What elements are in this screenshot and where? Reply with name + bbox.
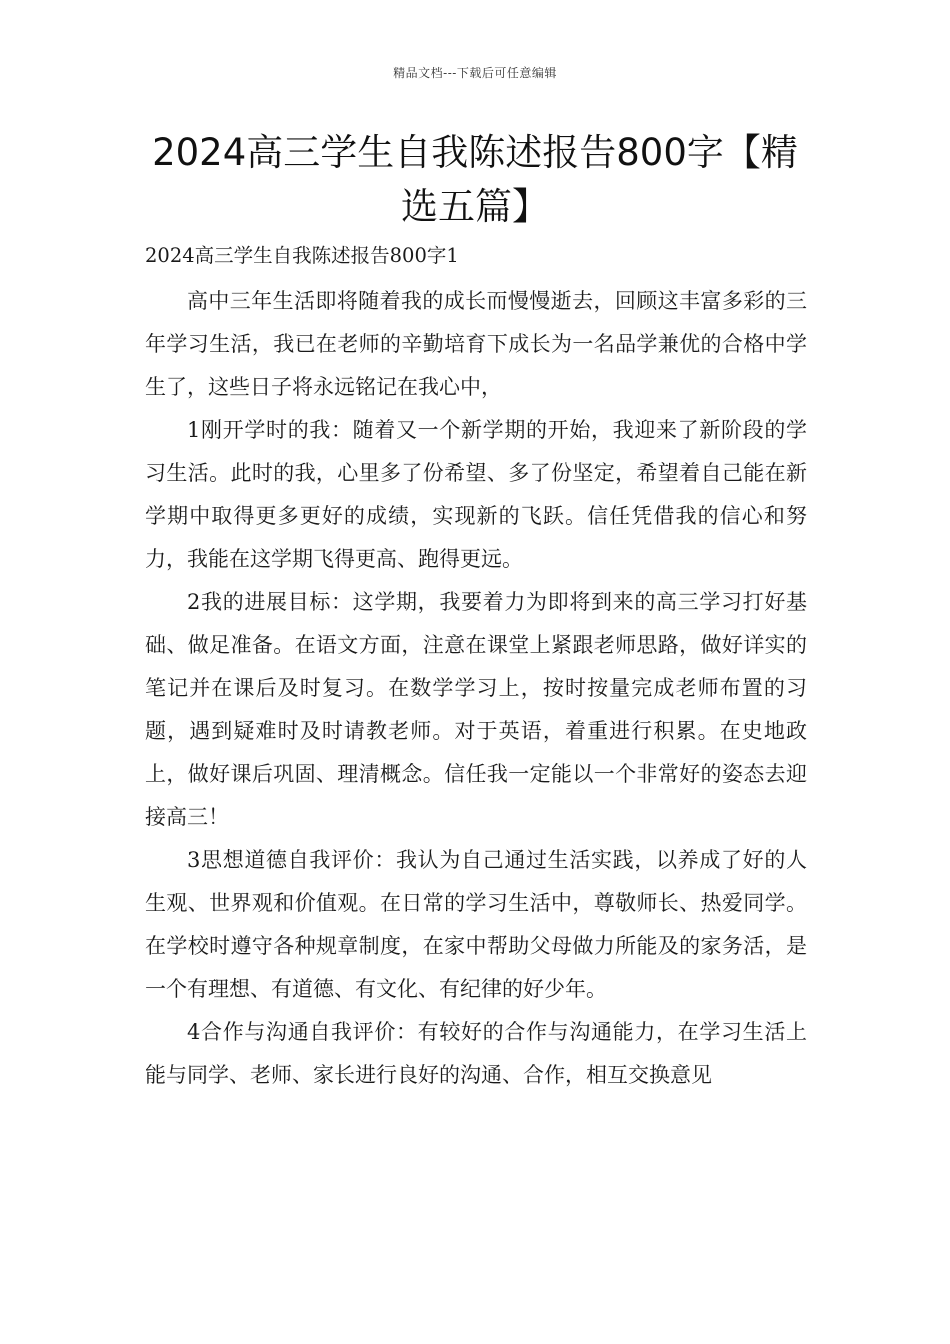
paragraph: 1刚开学时的我：随着又一个新学期的开始，我迎来了新阶段的学习生活。此时的我，心里多了份希望、多了份坚定，希望着自己能在新学期中取得更多更好的成绩，实现新的飞跃。信任凭借我的信心和努力，我能在这学期飞得更高、跑得更远。 [145, 418, 807, 571]
document-body [145, 280, 807, 1097]
paragraph: 2我的进展目标：这学期，我要着力为即将到来的高三学习打好基础、做足准备。在语文方面，注意在课堂上紧跟老师思路，做好详实的笔记并在课后及时复习。在数学学习上，按时按量完成老师布置的习题，遇到疑难时及时请教老师。对于英语，着重进行积累。在史地政上，做好课后巩固、理清概念。信任我一定能以一个非常好的姿态去迎接高三！ [145, 590, 807, 829]
section-subtitle: 2024高三学生自我陈述报告800字1 [145, 244, 459, 267]
paragraph: 高中三年生活即将随着我的成长而慢慢逝去，回顾这丰富多彩的三年学习生活，我已在老师的辛勤培育下成长为一名品学兼优的合格中学生了，这些日子将永远铭记在我心中， [145, 289, 807, 399]
paragraph: 3思想道德自我评价：我认为自己通过生活实践，以养成了好的人生观、世界观和价值观。在日常的学习生活中，尊敬师长、热爱同学。在学校时遵守各种规章制度，在家中帮助父母做力所能及的家务活，是一个有理想、有道德、有文化、有纪律的好少年。 [145, 848, 807, 1001]
document-title: 2024高三学生自我陈述报告800字【精选五篇】 [152, 131, 798, 228]
paragraph: 4合作与沟通自我评价：有较好的合作与沟通能力，在学习生活上能与同学、老师、家长进行良好的沟通、合作，相互交换意见 [145, 1020, 807, 1087]
header-note: 精品文档---下载后可任意编辑 [393, 66, 557, 80]
